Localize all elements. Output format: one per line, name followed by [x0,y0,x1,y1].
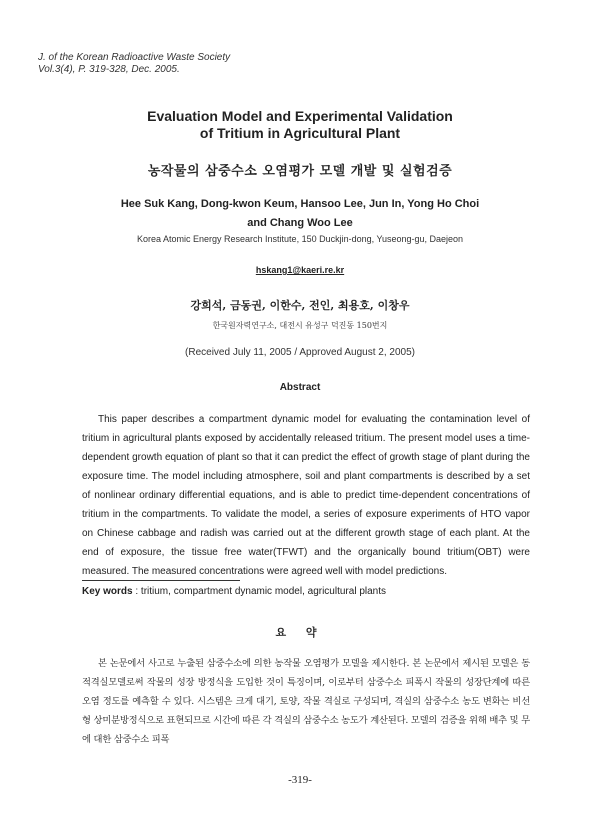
paper-title-line-2: of Tritium in Agricultural Plant [199,125,401,141]
page-number: -319- [288,774,312,786]
author-list [0,195,600,233]
abstract-heading: Abstract [279,382,321,393]
keywords-label: Key words [82,586,133,597]
paper-title-line-1: Evaluation Model and Experimental Validation [147,108,453,124]
paper-title [0,108,600,142]
contact-email-link[interactable]: hskang1@kaeri.re.kr [255,265,345,275]
affiliation-korean: 한국원자력연구소, 대전시 유성구 덕진동 150번지 [212,321,388,330]
author-list-korean: 강희석, 금동권, 이한수, 전인, 최용호, 이창우 [190,299,410,312]
author-list-line-1: Hee Suk Kang, Dong-kwon Keum, Hansoo Lee, Jun In, Yong Ho Choi [120,198,480,210]
author-list-line-2: and Chang Woo Lee [247,217,353,229]
received-dates: (Received July 11, 2005 / Approved August 2, 2005) [185,347,415,358]
korean-abstract-body: 본 논문에서 사고로 누출된 삼중수소에 의한 농작물 오염평가 모델을 제시한다. 본 논문에서 제시된 모델은 동적격실모델로써 작물의 성장 방정식을 도입한 것이 특징이며, 이로부터 삼중수소 피폭시 작물의 성장단계에 따른 오염 정도를 예측할 수 있다. 시스템은 크게 대기, 토양, 작물 격실로 구성되며, 격실의 삼중수소 농도 변화는 비선형 상미분방정식으로 표현되므로 시간에 따른 각 격실의 삼중수소 농도가 계산된다. 모델의 검증을 위해 배추 및 무에 대한 삼중수소 피폭 [82,658,531,745]
journal-name: J. of the Korean Radioactive Waste Society [38,52,231,63]
journal-volume: Vol.3(4), P. 319-328, Dec. 2005. [38,64,180,75]
journal-citation [38,52,230,76]
keywords-value: : tritium, compartment dynamic model, agricultural plants [132,586,387,597]
paper-title-korean: 농작물의 삼중수소 오염평가 모델 개발 및 실험검증 [147,164,453,179]
affiliation: Korea Atomic Energy Research Institute, 150 Duckjin-dong, Yuseong-gu, Daejeon [136,234,464,244]
keywords [82,586,386,597]
abstract-body: This paper describes a compartment dynamic model for evaluating the contamination level of tritium in agricultural plants exposed by accidentally released tritium. The present model uses a time-dependent growth equation of plant so that it can predict the effect of growth stage of plant during the exposure time. The model including atmosphere, soil and plant compartments is described by a set of nonlinear ordinary differential equations, and is able to predict time-dependent concentrations of tritium in the compartments. To validate the model, a series of exposure experiments of HTO vapor on Chinese cabbage and radish was carried out at the different growth stage of each plant. At the end of exposure, the tissue free water(TFWT) and the organically bound tritium(OBT) were measured. The measured concentrations were agreed well with model predictions. [82,414,530,577]
korean-abstract-heading: 요 약 [275,626,325,639]
footnote-divider [82,580,240,581]
